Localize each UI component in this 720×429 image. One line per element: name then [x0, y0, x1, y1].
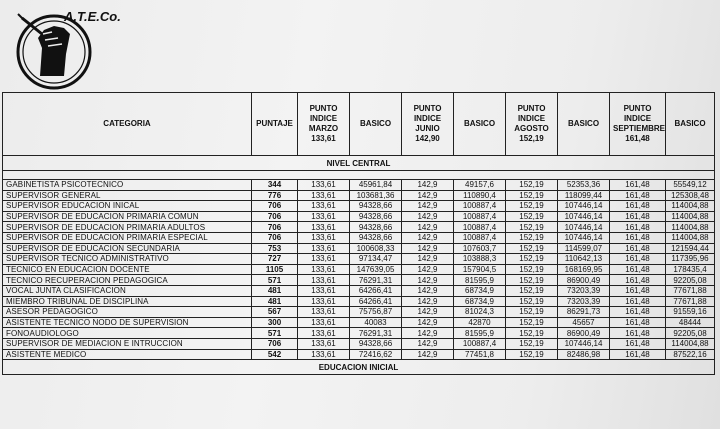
- cell-punto-indice-marzo: 133,61: [298, 328, 350, 339]
- cell-basico-marzo: 103681,36: [350, 190, 402, 201]
- cell-basico-marzo: 94328,66: [350, 232, 402, 243]
- section-row: [3, 360, 715, 375]
- salary-table: [2, 92, 715, 375]
- cell-basico-septiembre: 87522,16: [666, 349, 715, 360]
- cell-basico-septiembre: 91559,16: [666, 307, 715, 318]
- cell-punto-indice-agosto: 152,19: [506, 254, 558, 265]
- col-basico-septiembre: BASICO: [666, 93, 715, 156]
- table-row: [3, 285, 715, 296]
- cell-basico-agosto: 118099,44: [558, 190, 610, 201]
- cell-punto-indice-septiembre: 161,48: [610, 317, 666, 328]
- cell-basico-marzo: 94328,66: [350, 211, 402, 222]
- cell-punto-indice-junio: 142,9: [402, 232, 454, 243]
- cell-puntaje: 706: [252, 232, 298, 243]
- cell-puntaje: 481: [252, 285, 298, 296]
- cell-puntaje: 344: [252, 180, 298, 191]
- cell-basico-junio: 49157,6: [454, 180, 506, 191]
- cell-punto-indice-septiembre: 161,48: [610, 328, 666, 339]
- cell-punto-indice-junio: 142,9: [402, 338, 454, 349]
- cell-basico-septiembre: 77671,88: [666, 296, 715, 307]
- cell-basico-marzo: 97134,47: [350, 254, 402, 265]
- table-row: [3, 317, 715, 328]
- table-row: [3, 180, 715, 191]
- cell-puntaje: 776: [252, 190, 298, 201]
- cell-punto-indice-septiembre: 161,48: [610, 222, 666, 233]
- cell-punto-indice-agosto: 152,19: [506, 275, 558, 286]
- cell-basico-junio: 77451,8: [454, 349, 506, 360]
- cell-punto-indice-septiembre: 161,48: [610, 296, 666, 307]
- cell-punto-indice-junio: 142,9: [402, 180, 454, 191]
- cell-punto-indice-agosto: 152,19: [506, 328, 558, 339]
- cell-categoria: SUPERVISOR GENERAL: [3, 190, 252, 201]
- cell-basico-septiembre: 114004,88: [666, 338, 715, 349]
- col-punto-indice-junio: PUNTO INDICE JUNIO 142,90: [402, 93, 454, 156]
- cell-basico-septiembre: 55549,12: [666, 180, 715, 191]
- cell-basico-septiembre: 178435,4: [666, 264, 715, 275]
- blank-row: [3, 171, 715, 180]
- cell-punto-indice-junio: 142,9: [402, 275, 454, 286]
- col-puntaje: PUNTAJE: [252, 93, 298, 156]
- cell-punto-indice-septiembre: 161,48: [610, 285, 666, 296]
- cell-punto-indice-marzo: 133,61: [298, 211, 350, 222]
- cell-categoria: SUPERVISOR DE EDUCACION PRIMARIA COMUN: [3, 211, 252, 222]
- cell-punto-indice-septiembre: 161,48: [610, 180, 666, 191]
- cell-punto-indice-agosto: 152,19: [506, 296, 558, 307]
- cell-punto-indice-septiembre: 161,48: [610, 349, 666, 360]
- table-row: [3, 307, 715, 318]
- cell-punto-indice-junio: 142,9: [402, 201, 454, 212]
- cell-punto-indice-junio: 142,9: [402, 190, 454, 201]
- cell-puntaje: 481: [252, 296, 298, 307]
- cell-punto-indice-marzo: 133,61: [298, 338, 350, 349]
- cell-basico-junio: 81595,9: [454, 328, 506, 339]
- cell-basico-junio: 68734,9: [454, 296, 506, 307]
- col-categoria: CATEGORIA: [3, 93, 252, 156]
- cell-punto-indice-septiembre: 161,48: [610, 307, 666, 318]
- col-punto-indice-septiembre: PUNTO INDICE SEPTIEMBRE 161,48: [610, 93, 666, 156]
- cell-basico-junio: 103888,3: [454, 254, 506, 265]
- cell-categoria: GABINETISTA PSICOTECNICO: [3, 180, 252, 191]
- col-basico-marzo: BASICO: [350, 93, 402, 156]
- col-basico-junio: BASICO: [454, 93, 506, 156]
- cell-punto-indice-marzo: 133,61: [298, 232, 350, 243]
- cell-basico-septiembre: 77671,88: [666, 285, 715, 296]
- col-basico-agosto: BASICO: [558, 93, 610, 156]
- cell-basico-agosto: 86900,49: [558, 275, 610, 286]
- cell-categoria: SUPERVISOR TECNICO ADMINISTRATIVO: [3, 254, 252, 265]
- cell-punto-indice-agosto: 152,19: [506, 285, 558, 296]
- cell-basico-agosto: 86291,73: [558, 307, 610, 318]
- cell-basico-marzo: 45961,84: [350, 180, 402, 191]
- cell-punto-indice-agosto: 152,19: [506, 349, 558, 360]
- cell-punto-indice-junio: 142,9: [402, 317, 454, 328]
- cell-punto-indice-septiembre: 161,48: [610, 211, 666, 222]
- cell-puntaje: 706: [252, 222, 298, 233]
- cell-punto-indice-junio: 142,9: [402, 211, 454, 222]
- cell-basico-marzo: 72416,62: [350, 349, 402, 360]
- cell-basico-septiembre: 114004,88: [666, 232, 715, 243]
- cell-basico-marzo: 75756,87: [350, 307, 402, 318]
- cell-basico-agosto: 110642,13: [558, 254, 610, 265]
- cell-punto-indice-junio: 142,9: [402, 254, 454, 265]
- cell-basico-marzo: 100608,33: [350, 243, 402, 254]
- table-row: [3, 296, 715, 307]
- cell-categoria: SUPERVISOR DE EDUCACION PRIMARIA ESPECIAL: [3, 232, 252, 243]
- cell-punto-indice-agosto: 152,19: [506, 264, 558, 275]
- cell-basico-marzo: 76291,31: [350, 275, 402, 286]
- logo-text: A.T.E.Co.: [64, 9, 121, 24]
- cell-punto-indice-agosto: 152,19: [506, 211, 558, 222]
- cell-punto-indice-marzo: 133,61: [298, 254, 350, 265]
- cell-basico-agosto: 114599,07: [558, 243, 610, 254]
- cell-basico-agosto: 107446,14: [558, 201, 610, 212]
- cell-categoria: ASESOR PEDAGOGICO: [3, 307, 252, 318]
- table-row: [3, 190, 715, 201]
- cell-basico-septiembre: 92205,08: [666, 275, 715, 286]
- cell-punto-indice-septiembre: 161,48: [610, 232, 666, 243]
- cell-basico-junio: 110890,4: [454, 190, 506, 201]
- cell-basico-junio: 81024,3: [454, 307, 506, 318]
- cell-basico-marzo: 94328,66: [350, 338, 402, 349]
- cell-basico-marzo: 94328,66: [350, 222, 402, 233]
- table-row: [3, 264, 715, 275]
- cell-punto-indice-marzo: 133,61: [298, 275, 350, 286]
- table-row: [3, 254, 715, 265]
- fist-logo-icon: [12, 4, 121, 92]
- cell-puntaje: 571: [252, 275, 298, 286]
- cell-punto-indice-agosto: 152,19: [506, 338, 558, 349]
- cell-basico-junio: 81595,9: [454, 275, 506, 286]
- cell-punto-indice-septiembre: 161,48: [610, 254, 666, 265]
- cell-puntaje: 571: [252, 328, 298, 339]
- cell-basico-septiembre: 125308,48: [666, 190, 715, 201]
- col-punto-indice-marzo: PUNTO INDICE MARZO 133,61: [298, 93, 350, 156]
- cell-categoria: SUPERVISOR EDUCACION INICAL: [3, 201, 252, 212]
- cell-basico-junio: 100887,4: [454, 201, 506, 212]
- table-row: [3, 201, 715, 212]
- table-row: [3, 349, 715, 360]
- cell-basico-junio: 100887,4: [454, 232, 506, 243]
- section-title-educacion-inicial: EDUCACION INICIAL: [3, 360, 715, 375]
- cell-categoria: TECNICO RECUPERACION PEDAGOGICA: [3, 275, 252, 286]
- cell-punto-indice-agosto: 152,19: [506, 243, 558, 254]
- cell-punto-indice-junio: 142,9: [402, 328, 454, 339]
- section-title-nivel-central: NIVEL CENTRAL: [3, 156, 715, 171]
- cell-categoria: FONOAUDIOLOGO: [3, 328, 252, 339]
- cell-basico-septiembre: 121594,44: [666, 243, 715, 254]
- cell-puntaje: 567: [252, 307, 298, 318]
- cell-basico-marzo: 147639,05: [350, 264, 402, 275]
- cell-categoria: ASISTENTE MEDICO: [3, 349, 252, 360]
- cell-basico-septiembre: 114004,88: [666, 222, 715, 233]
- cell-basico-agosto: 107446,14: [558, 232, 610, 243]
- cell-punto-indice-septiembre: 161,48: [610, 201, 666, 212]
- ateco-logo: [12, 4, 121, 92]
- table-row: [3, 211, 715, 222]
- cell-puntaje: 300: [252, 317, 298, 328]
- cell-punto-indice-marzo: 133,61: [298, 285, 350, 296]
- cell-punto-indice-junio: 142,9: [402, 243, 454, 254]
- cell-punto-indice-junio: 142,9: [402, 222, 454, 233]
- cell-basico-agosto: 107446,14: [558, 211, 610, 222]
- cell-basico-septiembre: 117395,96: [666, 254, 715, 265]
- cell-punto-indice-agosto: 152,19: [506, 222, 558, 233]
- cell-punto-indice-junio: 142,9: [402, 349, 454, 360]
- cell-basico-agosto: 45657: [558, 317, 610, 328]
- cell-basico-agosto: 107446,14: [558, 338, 610, 349]
- table-row: [3, 275, 715, 286]
- col-punto-indice-agosto: PUNTO INDICE AGOSTO 152,19: [506, 93, 558, 156]
- cell-punto-indice-junio: 142,9: [402, 307, 454, 318]
- table-row: [3, 243, 715, 254]
- cell-categoria: SUPERVISOR DE EDUCACION PRIMARIA ADULTOS: [3, 222, 252, 233]
- cell-punto-indice-marzo: 133,61: [298, 222, 350, 233]
- cell-punto-indice-septiembre: 161,48: [610, 190, 666, 201]
- cell-punto-indice-septiembre: 161,48: [610, 264, 666, 275]
- cell-basico-junio: 100887,4: [454, 211, 506, 222]
- cell-basico-septiembre: 114004,88: [666, 201, 715, 212]
- cell-categoria: ASISTENTE TECNICO NODO DE SUPERVISION: [3, 317, 252, 328]
- cell-basico-junio: 157904,5: [454, 264, 506, 275]
- cell-basico-septiembre: 48444: [666, 317, 715, 328]
- cell-punto-indice-marzo: 133,61: [298, 296, 350, 307]
- cell-punto-indice-marzo: 133,61: [298, 349, 350, 360]
- cell-basico-junio: 100887,4: [454, 222, 506, 233]
- cell-punto-indice-agosto: 152,19: [506, 232, 558, 243]
- cell-punto-indice-marzo: 133,61: [298, 201, 350, 212]
- cell-basico-junio: 68734,9: [454, 285, 506, 296]
- cell-categoria: SUPERVISOR DE MEDIACION E INTRUCCION: [3, 338, 252, 349]
- cell-punto-indice-septiembre: 161,48: [610, 338, 666, 349]
- cell-punto-indice-marzo: 133,61: [298, 317, 350, 328]
- cell-basico-marzo: 64266,41: [350, 296, 402, 307]
- cell-punto-indice-septiembre: 161,48: [610, 275, 666, 286]
- cell-basico-agosto: 86900,49: [558, 328, 610, 339]
- cell-punto-indice-agosto: 152,19: [506, 307, 558, 318]
- cell-puntaje: 1105: [252, 264, 298, 275]
- cell-punto-indice-marzo: 133,61: [298, 243, 350, 254]
- cell-punto-indice-marzo: 133,61: [298, 264, 350, 275]
- cell-punto-indice-agosto: 152,19: [506, 317, 558, 328]
- section-row: [3, 156, 715, 171]
- cell-punto-indice-agosto: 152,19: [506, 190, 558, 201]
- cell-puntaje: 542: [252, 349, 298, 360]
- cell-basico-marzo: 64266,41: [350, 285, 402, 296]
- cell-basico-agosto: 82486,98: [558, 349, 610, 360]
- cell-basico-marzo: 40083: [350, 317, 402, 328]
- header-row: [3, 93, 715, 156]
- cell-puntaje: 706: [252, 201, 298, 212]
- cell-basico-marzo: 94328,66: [350, 201, 402, 212]
- cell-puntaje: 753: [252, 243, 298, 254]
- cell-basico-agosto: 168169,95: [558, 264, 610, 275]
- cell-basico-junio: 100887,4: [454, 338, 506, 349]
- cell-basico-marzo: 76291,31: [350, 328, 402, 339]
- cell-punto-indice-agosto: 152,19: [506, 201, 558, 212]
- cell-basico-agosto: 107446,14: [558, 222, 610, 233]
- cell-puntaje: 706: [252, 338, 298, 349]
- cell-basico-junio: 107603,7: [454, 243, 506, 254]
- cell-categoria: MIEMBRO TRIBUNAL DE DISCIPLINA: [3, 296, 252, 307]
- cell-basico-septiembre: 92205,08: [666, 328, 715, 339]
- cell-punto-indice-junio: 142,9: [402, 296, 454, 307]
- table-row: [3, 222, 715, 233]
- cell-punto-indice-septiembre: 161,48: [610, 243, 666, 254]
- cell-punto-indice-marzo: 133,61: [298, 307, 350, 318]
- cell-categoria: TECNICO EN EDUCACION DOCENTE: [3, 264, 252, 275]
- cell-categoria: SUPERVISOR DE EDUCACION SECUNDARIA: [3, 243, 252, 254]
- cell-basico-septiembre: 114004,88: [666, 211, 715, 222]
- cell-puntaje: 727: [252, 254, 298, 265]
- cell-basico-junio: 42870: [454, 317, 506, 328]
- table-row: [3, 328, 715, 339]
- cell-punto-indice-marzo: 133,61: [298, 190, 350, 201]
- cell-basico-agosto: 73203,39: [558, 285, 610, 296]
- cell-punto-indice-junio: 142,9: [402, 264, 454, 275]
- cell-categoria: VOCAL JUNTA CLASIFICACION: [3, 285, 252, 296]
- cell-basico-agosto: 52353,36: [558, 180, 610, 191]
- cell-basico-agosto: 73203,39: [558, 296, 610, 307]
- cell-punto-indice-marzo: 133,61: [298, 180, 350, 191]
- cell-puntaje: 706: [252, 211, 298, 222]
- cell-punto-indice-agosto: 152,19: [506, 180, 558, 191]
- cell-punto-indice-junio: 142,9: [402, 285, 454, 296]
- table-row: [3, 232, 715, 243]
- table-row: [3, 338, 715, 349]
